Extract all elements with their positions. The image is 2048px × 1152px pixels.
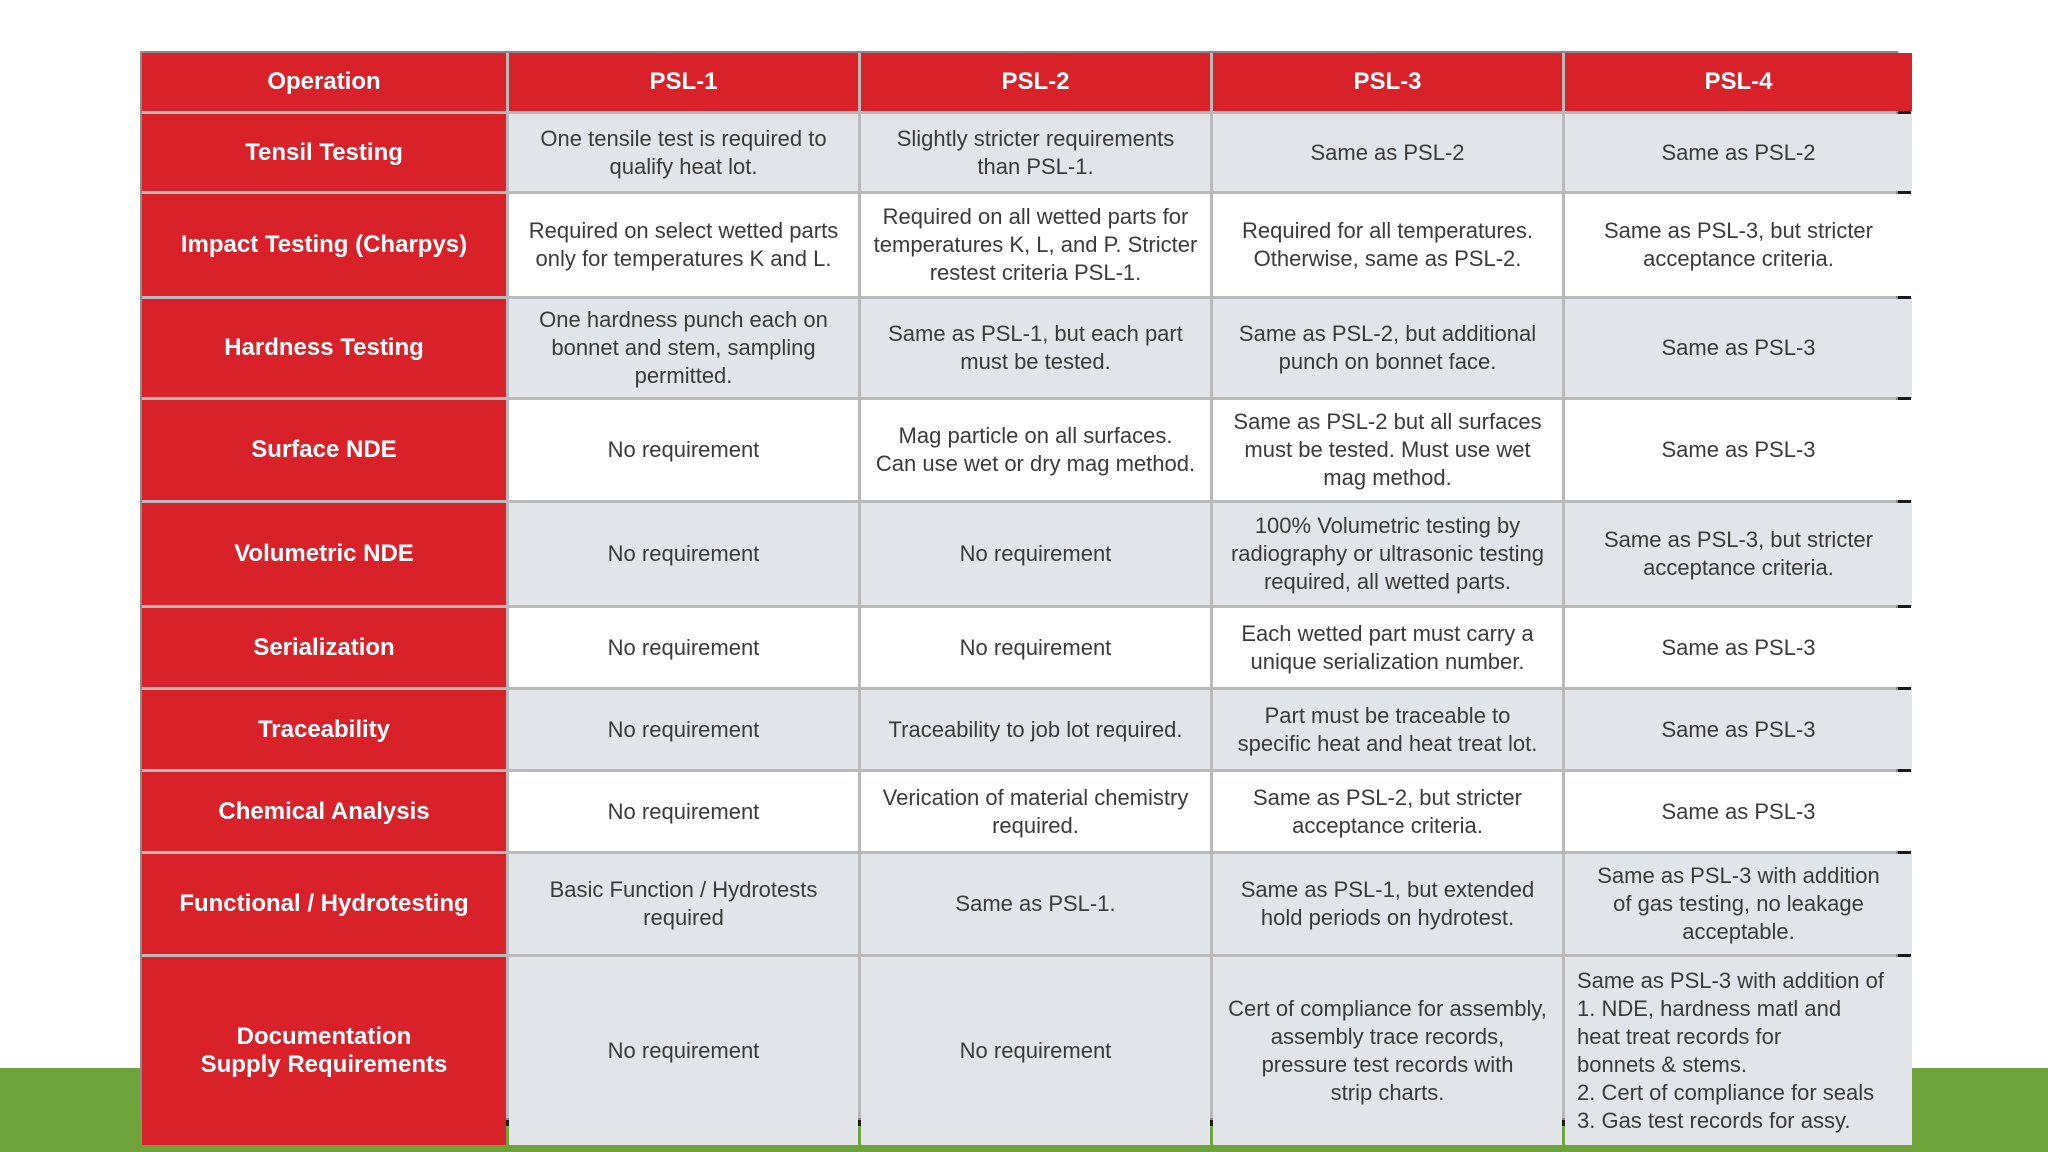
psl4-cell: Same as PSL-3 <box>1565 608 1912 687</box>
psl3-cell: Same as PSL-2, but additional punch on bonnet face. <box>1213 299 1562 397</box>
psl1-cell: No requirement <box>509 400 858 500</box>
psl3-cell: Required for all temperatures. Otherwise, same as PSL-2. <box>1213 194 1562 296</box>
psl-comparison-table <box>140 51 1898 1133</box>
operation-label: Surface NDE <box>142 400 506 500</box>
psl4-cell: Same as PSL-3, but stricter acceptance criteria. <box>1565 194 1912 296</box>
psl4-cell: Same as PSL-3 <box>1565 690 1912 769</box>
psl3-cell: Same as PSL-2, but stricter acceptance criteria. <box>1213 772 1562 851</box>
psl4-cell: Same as PSL-3 with addition of gas testing, no leakage acceptable. <box>1565 854 1912 954</box>
psl4-cell: Same as PSL-3 <box>1565 400 1912 500</box>
psl2-cell: Same as PSL-1, but each part must be tested. <box>861 299 1210 397</box>
psl2-cell: Traceability to job lot required. <box>861 690 1210 769</box>
header-psl-1: PSL-1 <box>509 53 858 111</box>
psl2-cell: No requirement <box>861 503 1210 605</box>
header-psl-2: PSL-2 <box>861 53 1210 111</box>
psl1-cell: One hardness punch each on bonnet and stem, sampling permitted. <box>509 299 858 397</box>
psl2-cell: Same as PSL-1. <box>861 854 1210 954</box>
psl2-cell: Required on all wetted parts for temperatures K, L, and P. Stricter restest criteria PSL-1. <box>861 194 1210 296</box>
operation-label: Documentation Supply Requirements <box>142 957 506 1145</box>
psl2-cell: Verication of material chemistry required. <box>861 772 1210 851</box>
psl2-cell: No requirement <box>861 957 1210 1145</box>
psl4-cell: Same as PSL-3 <box>1565 299 1912 397</box>
operation-label: Hardness Testing <box>142 299 506 397</box>
operation-label: Traceability <box>142 690 506 769</box>
header-operation: Operation <box>142 53 506 111</box>
psl3-cell: Part must be traceable to specific heat and heat treat lot. <box>1213 690 1562 769</box>
operation-label: Serialization <box>142 608 506 687</box>
psl1-cell: No requirement <box>509 772 858 851</box>
operation-label: Chemical Analysis <box>142 772 506 851</box>
header-psl-3: PSL-3 <box>1213 53 1562 111</box>
psl3-cell: Same as PSL-1, but extended hold periods on hydrotest. <box>1213 854 1562 954</box>
psl4-cell: Same as PSL-2 <box>1565 114 1912 191</box>
operation-label: Tensil Testing <box>142 114 506 191</box>
psl3-cell: Same as PSL-2 but all surfaces must be tested. Must use wet mag method. <box>1213 400 1562 500</box>
psl2-cell: Mag particle on all surfaces. Can use wet or dry mag method. <box>861 400 1210 500</box>
operation-label: Volumetric NDE <box>142 503 506 605</box>
psl4-cell: Same as PSL-3 <box>1565 772 1912 851</box>
psl1-cell: No requirement <box>509 690 858 769</box>
psl1-cell: Basic Function / Hydrotests required <box>509 854 858 954</box>
psl1-cell: One tensile test is required to qualify heat lot. <box>509 114 858 191</box>
psl2-cell: No requirement <box>861 608 1210 687</box>
psl1-cell: No requirement <box>509 957 858 1145</box>
psl3-cell: Same as PSL-2 <box>1213 114 1562 191</box>
psl2-cell: Slightly stricter requirements than PSL-1. <box>861 114 1210 191</box>
psl3-cell: 100% Volumetric testing by radiography or ultrasonic testing required, all wetted parts. <box>1213 503 1562 605</box>
psl4-cell: Same as PSL-3 with addition of 1. NDE, hardness matl and heat treat records for bonnets & stems. 2. Cert of compliance for seals 3. Gas test records for assy. <box>1565 957 1912 1145</box>
psl4-cell: Same as PSL-3, but stricter acceptance criteria. <box>1565 503 1912 605</box>
header-psl-4: PSL-4 <box>1565 53 1912 111</box>
psl1-cell: Required on select wetted parts only for temperatures K and L. <box>509 194 858 296</box>
operation-label: Functional / Hydrotesting <box>142 854 506 954</box>
psl3-cell: Each wetted part must carry a unique serialization number. <box>1213 608 1562 687</box>
psl1-cell: No requirement <box>509 608 858 687</box>
psl3-cell: Cert of compliance for assembly, assembly trace records, pressure test records with strip charts. <box>1213 957 1562 1145</box>
operation-label: Impact Testing (Charpys) <box>142 194 506 296</box>
psl1-cell: No requirement <box>509 503 858 605</box>
